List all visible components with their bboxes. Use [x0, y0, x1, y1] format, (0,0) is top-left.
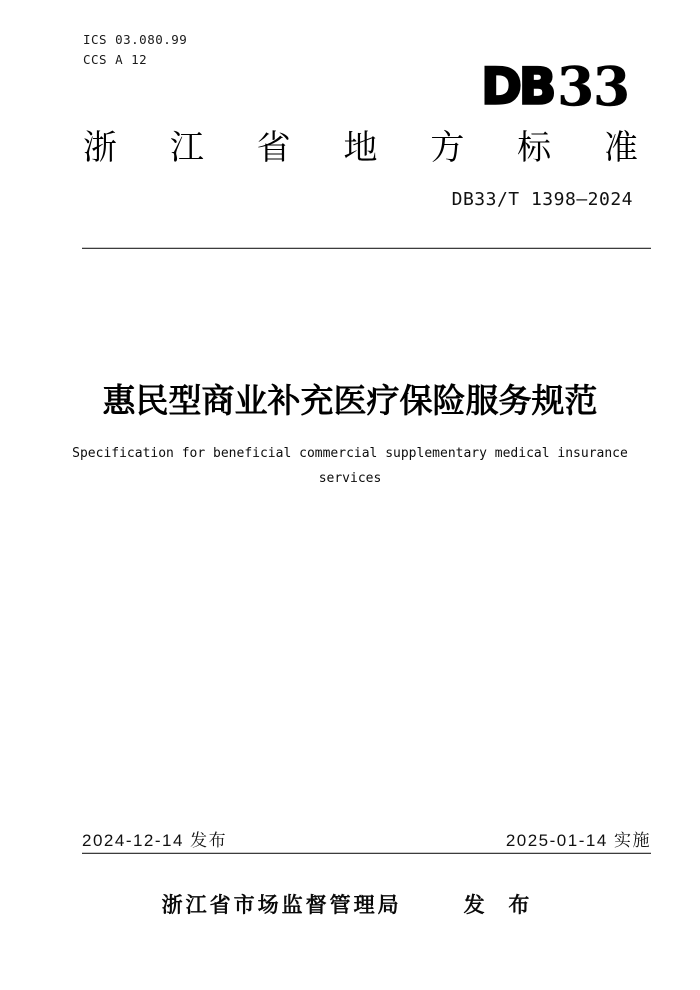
db33-logo	[481, 56, 629, 118]
dates-row	[82, 826, 651, 851]
standard-type-char: 江	[169, 129, 204, 167]
document-title-english-line1: Specification for beneficial commercial supplementary medical insurance	[72, 446, 628, 461]
publisher-row	[0, 889, 700, 919]
ccs-code: CCS A 12	[83, 52, 148, 67]
standard-type-char: 方	[430, 129, 465, 167]
document-title-chinese: 惠民型商业补充医疗保险服务规范	[102, 382, 598, 419]
db33-logo-db-text: DB	[481, 57, 554, 116]
standard-type-char: 地	[343, 129, 378, 167]
classification-codes	[83, 30, 187, 70]
standard-type-char: 准	[603, 129, 638, 167]
standard-number: DB33/T 1398—2024	[451, 189, 633, 210]
standard-type-char: 标	[517, 129, 552, 167]
standard-type-heading	[83, 130, 638, 166]
db33-logo-number-text: 33	[557, 56, 629, 118]
publisher-name: 浙江省市场监督管理局	[161, 894, 402, 917]
issue-date: 2024-12-14 发布	[82, 831, 228, 850]
ics-code: ICS 03.080.99	[83, 32, 188, 47]
document-title-english-line2: services	[318, 471, 382, 486]
standard-type-char: 浙	[83, 129, 117, 167]
header-divider-line	[82, 247, 651, 249]
standard-type-char: 省	[256, 129, 291, 167]
footer-divider-line	[82, 852, 651, 854]
implement-date: 2025-01-14 实施	[505, 831, 651, 850]
publish-label: 发 布	[463, 894, 539, 917]
document-title-english	[0, 441, 700, 491]
